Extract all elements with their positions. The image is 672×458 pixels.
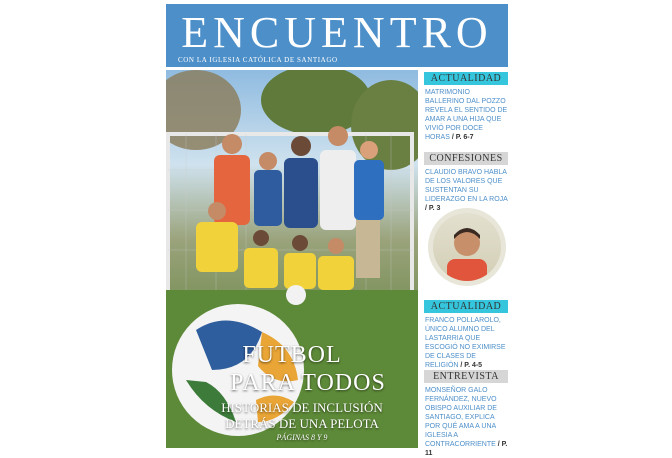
sidebar-story-4 — [425, 386, 509, 458]
portrait-illustration — [433, 213, 501, 281]
masthead-subtitle: CON LA IGLESIA CATÓLICA DE SANTIAGO — [178, 56, 338, 64]
sidebar — [422, 70, 508, 457]
story-text: MONSEÑOR GALO FERNÁNDEZ, NUEVO OBISPO AUXILIAR DE SANTIAGO, EXPLICA POR QUÉ AMA A UNA IGLESIA A CONTRACORRIENTE — [425, 387, 497, 448]
cover-pages: PÁGINAS 8 Y 9 — [276, 433, 328, 442]
cover-headline-line2: PARA TODOS — [230, 370, 386, 396]
sidebar-story-3 — [425, 316, 509, 370]
story-page: / P. 4-5 — [460, 362, 483, 369]
cover-headline-line1: FUTBOL — [242, 342, 342, 368]
cover-subheadline-line1: HISTORIAS DE INCLUSIÓN — [221, 400, 383, 415]
section-tag-confesiones: CONFESIONES — [424, 152, 508, 165]
story-page: / P. 6-7 — [451, 134, 474, 141]
story-page: / P. 3 — [425, 205, 441, 212]
section-tag-actualidad: ACTUALIDAD — [424, 72, 508, 85]
section-tag-entrevista: ENTREVISTA — [424, 370, 508, 383]
masthead — [166, 4, 508, 67]
story-page: / P. 11 — [425, 441, 508, 457]
sidebar-story-1 — [425, 88, 509, 142]
story-text: FRANCO POLLAROLO, ÚNICO ALUMNO DEL LASTARRIA QUE ESCOGIÓ NO EXIMIRSE DE CLASES DE RELIGIÓN — [425, 317, 506, 369]
masthead-title: ENCUENTRO — [181, 8, 493, 57]
portrait-photo — [433, 213, 501, 281]
cover-photo — [166, 70, 418, 448]
sidebar-story-2 — [425, 168, 509, 213]
cover-subheadline-line2: DETRÁS DE UNA PELOTA — [225, 416, 379, 431]
story-text: MATRIMONIO BALLERINO DAL POZZO REVELA EL SENTIDO DE AMAR A UNA HIJA QUE VIVIÓ POR DOCE HORAS — [425, 89, 508, 141]
magazine-cover — [166, 0, 508, 457]
avatar-portrait — [428, 208, 506, 286]
story-text: CLAUDIO BRAVO HABLA DE LOS VALORES QUE SUSTENTAN SU LIDERAZGO EN LA ROJA — [425, 169, 508, 203]
section-tag-actualidad-2: ACTUALIDAD — [424, 300, 508, 313]
